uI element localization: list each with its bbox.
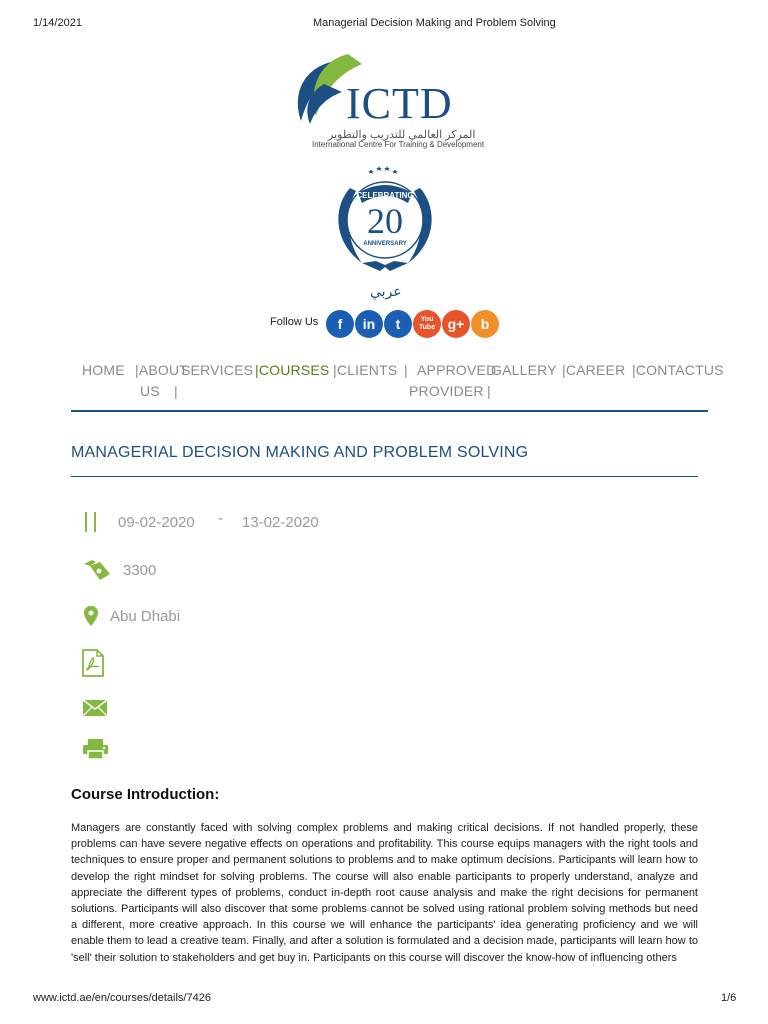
youtube-icon[interactable]: You Tube xyxy=(413,310,441,338)
nav-gallery-divider: | xyxy=(487,383,491,399)
nav-contact[interactable]: |CONTACTUS xyxy=(632,362,724,378)
print-page-number: 1/6 xyxy=(721,992,737,1004)
logo-arabic-name: المركز العالمي للتدريب والتطوير xyxy=(328,129,476,141)
course-location: Abu Dhabi xyxy=(110,608,181,625)
nav-services[interactable] xyxy=(174,360,254,402)
nav-clients[interactable]: |CLIENTS xyxy=(333,362,398,378)
nav-services-label: SERVICES xyxy=(181,362,254,378)
badge-bottom-text: ANNIVERSARY xyxy=(363,241,407,247)
course-intro-text: Managers are constantly faced with solving complex problems and making critical decisions. If not handled properly, these problems can have severe negative effects on operations and profitability. This course equips managers with the right tools and techniques to ensure proper and permanent solutions to problems and to make optimum decisions. Participants will learn how to develop the right mindset for solving problems. The course will also enable participants to properly understand, analyze and appreciate the different types of problems, conduct in-depth root cause analysis and make the right decisions for permanent solutions. Participants will also discover that some problems cannot be solved using rational problem solving methods but need a different, more creative approach. In this course we will enhance the participants' idea generating proficiency and we will enable them to lead a creative team. Finally, and after a solution is formulated and a decision made, participants will learn how to 'sell' their solution to stakeholders and get buy in. Participants on this course will discover the know-how of influencing others xyxy=(71,822,698,964)
email-icon[interactable] xyxy=(82,699,108,717)
price-tag-icon xyxy=(82,558,112,582)
location-pin-icon xyxy=(84,606,98,626)
course-intro-heading: Course Introduction: xyxy=(71,786,220,803)
nav-approved-line1: APPROVED xyxy=(417,362,497,378)
course-fee: 3300 xyxy=(123,562,157,579)
badge-number: 20 xyxy=(367,201,403,241)
course-title: MANAGERIAL DECISION MAKING AND PROBLEM SOLVING xyxy=(71,444,529,461)
nav-approved-line2: PROVIDER xyxy=(409,383,484,399)
print-doc-title: Managerial Decision Making and Problem Solving xyxy=(313,17,556,29)
arabic-language-link[interactable]: عربي xyxy=(370,283,402,299)
print-icon[interactable] xyxy=(82,738,109,760)
nav-gallery-label: GALLERY xyxy=(491,362,557,378)
badge-top-text: CELEBRATING xyxy=(356,191,414,200)
calendar-icon xyxy=(84,511,98,533)
nav-divider xyxy=(71,410,708,412)
page-cut xyxy=(0,985,768,991)
nav-courses[interactable]: |COURSES xyxy=(255,362,330,378)
nav-about-line1: |ABOUT xyxy=(135,362,189,378)
anniversary-badge xyxy=(322,163,448,278)
pdf-icon[interactable] xyxy=(82,649,104,677)
title-divider xyxy=(71,476,698,477)
course-end-date: 13-02-2020 xyxy=(242,514,319,531)
follow-us-label: Follow Us xyxy=(270,316,319,328)
nav-approved-divider: | xyxy=(404,362,408,378)
googleplus-icon[interactable]: g+ xyxy=(442,310,470,338)
nav-services-divider: | xyxy=(174,383,178,399)
nav-about-line2: US xyxy=(140,383,160,399)
logo-wordmark: ICTD xyxy=(346,79,453,128)
course-start-date: 09-02-2020 xyxy=(118,514,195,531)
nav-home[interactable]: HOME xyxy=(82,362,125,378)
twitter-icon[interactable]: t xyxy=(384,310,412,338)
print-url: www.ictd.ae/en/courses/details/7426 xyxy=(33,992,211,1004)
facebook-icon[interactable]: f xyxy=(326,310,354,338)
blogger-icon[interactable]: b xyxy=(471,310,499,338)
nav-career[interactable]: |CAREER xyxy=(562,362,626,378)
print-date: 1/14/2021 xyxy=(33,17,82,29)
nav-approved-provider[interactable] xyxy=(409,360,496,402)
nav-gallery[interactable] xyxy=(487,360,557,402)
logo-english-name: International Centre For Training & Development xyxy=(312,140,485,149)
date-separator: - xyxy=(218,510,223,527)
linkedin-icon[interactable]: in xyxy=(355,310,383,338)
